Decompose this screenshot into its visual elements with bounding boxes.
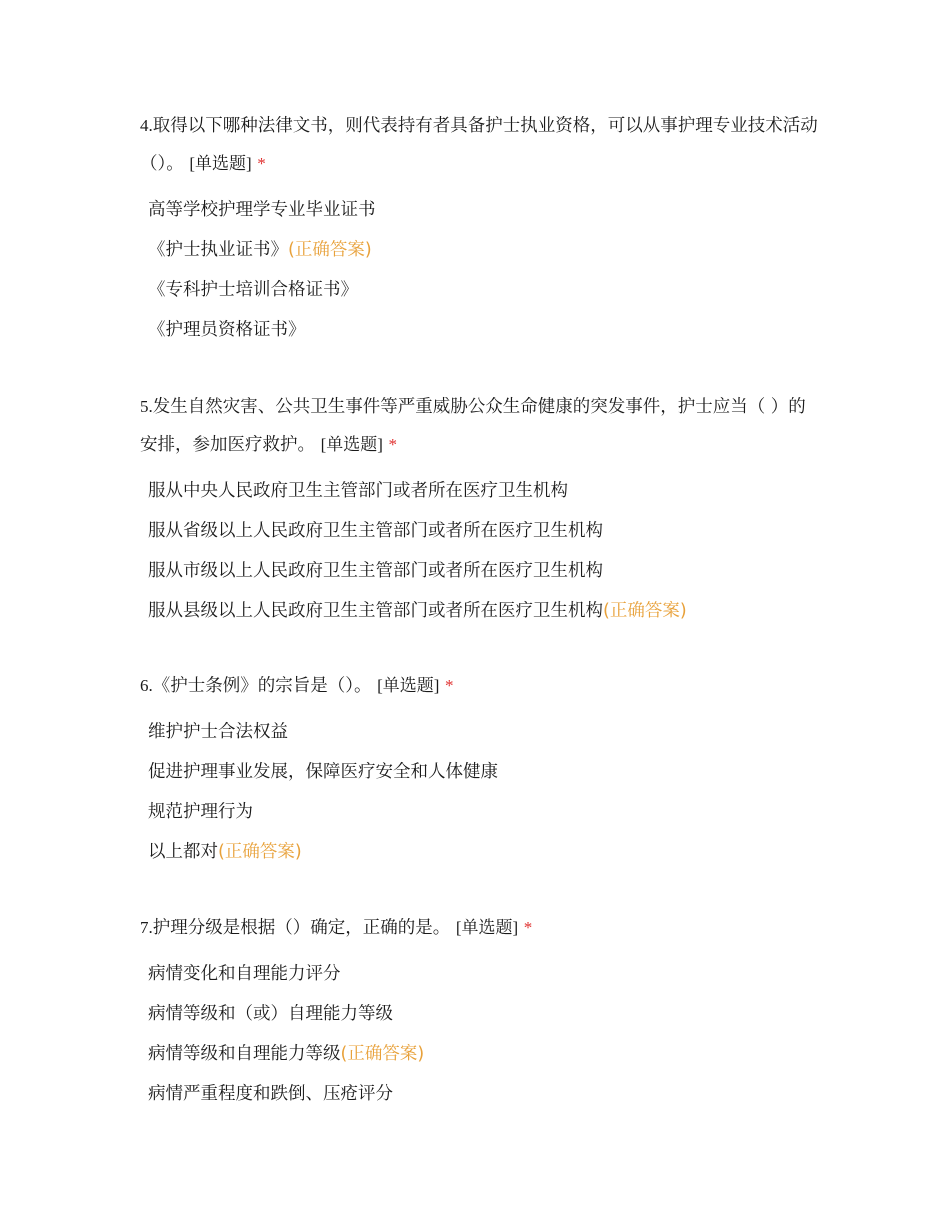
required-mark: * <box>523 918 533 937</box>
question-type-label: [单选题] <box>377 676 440 695</box>
question-6 <box>140 667 820 872</box>
option-text: 服从市级以上人民政府卫生主管部门或者所在医疗卫生机构 <box>148 561 603 581</box>
option-item <box>148 832 820 872</box>
option-item <box>148 471 820 511</box>
question-4 <box>140 107 820 350</box>
option-item <box>148 1074 820 1114</box>
question-text: 取得以下哪种法律文书，则代表持有者具备护士执业资格，可以从事护理专业技术活动（）。 <box>140 116 818 174</box>
question-number: 4. <box>140 116 153 135</box>
option-item <box>148 712 820 752</box>
option-list <box>148 471 820 631</box>
question-7 <box>140 909 820 1114</box>
option-text: 服从省级以上人民政府卫生主管部门或者所在医疗卫生机构 <box>148 521 603 541</box>
option-item <box>148 994 820 1034</box>
option-item <box>148 591 820 631</box>
correct-answer-label: (正确答案) <box>340 1044 425 1064</box>
option-text: 《护理员资格证书》 <box>148 320 306 340</box>
option-text: 《专科护士培训合格证书》 <box>148 280 358 300</box>
question-text: 护理分级是根据（）确定，正确的是。 <box>152 918 451 938</box>
option-item <box>148 551 820 591</box>
question-number: 7. <box>140 918 153 937</box>
option-text: 服从中央人民政府卫生主管部门或者所在医疗卫生机构 <box>148 481 568 501</box>
option-text: 规范护理行为 <box>148 802 253 822</box>
option-text: 病情等级和（或）自理能力等级 <box>148 1004 393 1024</box>
option-text: 维护护士合法权益 <box>148 722 288 742</box>
required-mark: * <box>388 435 397 454</box>
option-item <box>148 752 820 792</box>
option-text: 《护士执业证书》 <box>148 240 288 260</box>
option-text: 病情等级和自理能力等级 <box>148 1044 341 1064</box>
option-item <box>148 190 820 230</box>
question-5 <box>140 388 820 631</box>
question-stem <box>140 388 820 464</box>
option-item <box>148 310 820 350</box>
option-item <box>148 230 820 270</box>
question-type-label: [单选题] <box>455 918 519 937</box>
option-item <box>148 954 820 994</box>
option-item <box>148 511 820 551</box>
option-item <box>148 792 820 832</box>
correct-answer-label: (正确答案) <box>218 842 302 862</box>
option-list <box>148 954 820 1114</box>
option-list <box>148 712 820 872</box>
correct-answer-label: (正确答案) <box>288 240 372 260</box>
option-text: 服从县级以上人民政府卫生主管部门或者所在医疗卫生机构 <box>148 601 603 621</box>
option-item <box>148 270 820 310</box>
question-text: 发生自然灾害、公共卫生事件等严重威胁公众生命健康的突发事件，护士应当（ ）的安排，参加医疗救护。 <box>140 397 806 455</box>
option-text: 促进护理事业发展，保障医疗安全和人体健康 <box>148 762 498 782</box>
question-type-label: [单选题] <box>189 154 252 173</box>
question-stem <box>140 107 820 183</box>
option-list <box>148 190 820 350</box>
question-stem <box>140 909 820 947</box>
option-text: 高等学校护理学专业毕业证书 <box>148 200 376 220</box>
required-mark: * <box>257 154 266 173</box>
question-number: 5. <box>140 397 153 416</box>
option-text: 病情变化和自理能力评分 <box>148 964 341 984</box>
question-text: 《护士条例》的宗旨是（）。 <box>152 676 372 696</box>
question-stem <box>140 667 820 705</box>
question-number: 6. <box>140 676 153 695</box>
correct-answer-label: (正确答案) <box>603 601 687 621</box>
option-text: 以上都对 <box>148 842 218 862</box>
question-type-label: [单选题] <box>320 435 383 454</box>
option-text: 病情严重程度和跌倒、压疮评分 <box>148 1084 393 1104</box>
option-item <box>148 1034 820 1074</box>
required-mark: * <box>444 676 454 695</box>
